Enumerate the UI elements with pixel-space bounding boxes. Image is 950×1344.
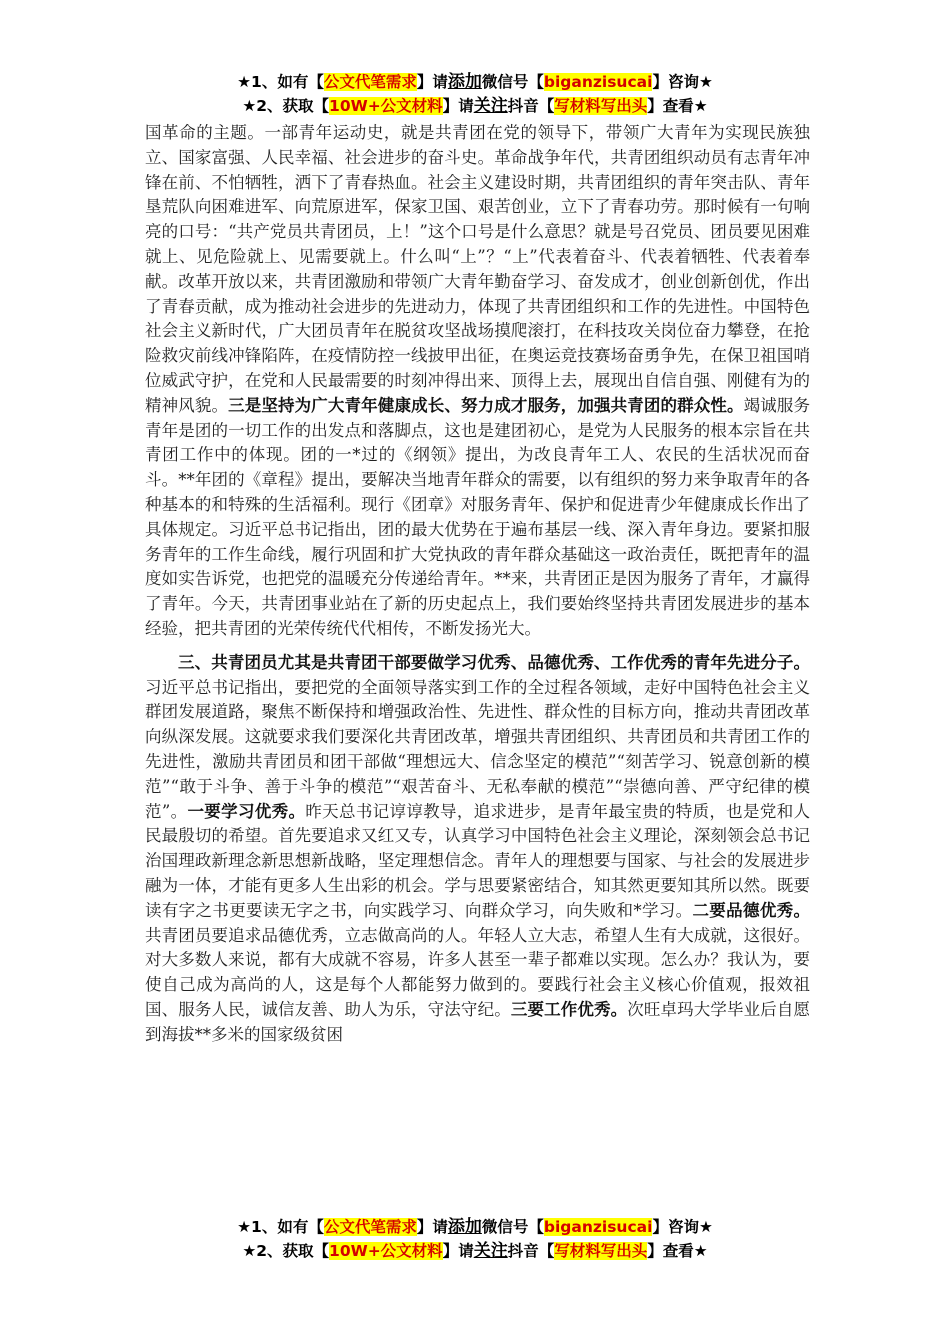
point-3-heading: 三要工作优秀。 [510,999,628,1019]
highlight-text: 10W+公文材料 [329,1242,443,1260]
section-heading-bold: 三是坚持为广大青年健康成长、努力成才服务，加强共青团的群众性。 [228,395,744,415]
highlight-text: 10W+公文材料 [329,97,443,115]
point-1-heading: 一要学习优秀。 [187,801,306,821]
douyin-id: 写材料写出头 [554,1242,648,1260]
highlight-text: 公文代笔需求 [323,1218,417,1236]
promo-line-2: ★2、获取【10W+公文材料】请关注抖音【写材料写出头】查看★ [242,96,708,116]
wechat-id: biganzisucai [543,1218,653,1236]
promo-banner-bottom [145,1215,805,1263]
paragraph-2: 三、共青团员尤其是共青团干部要做学习优秀、品德优秀、工作优秀的青年先进分子。习近平总书记指出，要把党的全面领导落实到工作的全过程各领域，走好中国特色社会主义群团发展道路，聚焦不断保持和增强政治性、先进性、群众性的目标方向，推动共青团改革向纵深发展。这就要求我们要深化共青团改革，增强共青团组织、共青团员和共青团工作的先进性，激励共青团员和团干部做“理想远大、信念坚定的模范”“刻苦学习、锐意创新的模范”“敢于斗争、善于斗争的模范”“艰苦奋斗、无私奉献的模范”“崇德向善、严守纪律的模范”。一要学习优秀。昨天总书记谆谆教导，追求进步，是青年最宝贵的特质，也是党和人民最殷切的希望。首先要追求又红又专，认真学习中国特色社会主义理论，深刻领会总书记治国理政新理念新思想新战略，坚定理想信念。青年人的理想要与国家、与社会的发展进步融为一体，才能有更多人生出彩的机会。学与思要紧密结合，知其然更要知其所以然。既要读有字之书更要读无字之书，向实践学习、向群众学习，向失败和*学习。二要品德优秀。共青团员要追求品德优秀，立志做高尚的人。年轻人立大志，希望人生有大成就，这很好。对大多数人来说，都有大成就不容易，许多人甚至一辈子都难以实现。怎么办？我认为，要使自己成为高尚的人，这是每个人都能努力做到的。要践行社会主义核心价值观，报效祖国、服务人民，诚信友善、助人为乐，守法守纪。三要工作优秀。次旺卓玛大学毕业后自愿到海拔**多米的国家级贫困 [145,652,811,1044]
douyin-id: 写材料写出头 [554,97,648,115]
promo-banner-top [145,70,805,118]
promo-line-1: ★1、如有【公文代笔需求】请添加微信号【biganzisucai】咨询★ [237,72,713,92]
highlight-text: 公文代笔需求 [323,73,417,91]
promo-line-1: ★1、如有【公文代笔需求】请添加微信号【biganzisucai】咨询★ [237,1217,713,1237]
paragraph-1: 国革命的主题。一部青年运动史，就是共青团在党的领导下，带领广大青年为实现民族独立、国家富强、人民幸福、社会进步的奋斗史。革命战争年代，共青团组织动员有志青年冲锋在前、不怕牺牲，洒下了青春热血。社会主义建设时期，共青团组织的青年突击队、青年垦荒队向困难进军、向荒原进军，保家卫国、艰苦创业，立下了青春功劳。那时候有一句响亮的口号：“共产党员共青团员，上！”这个口号是什么意思？就是号召党员、团员要见困难就上、见危险就上、见需要就上。什么叫“上”？“上”代表着奋斗、代表着牺牲、代表着奉献。改革开放以来，共青团激励和带领广大青年勤奋学习、奋发成才，创业创新创优，作出了青春贡献，成为推动社会进步的先进动力，体现了共青团组织和工作的先进性。中国特色社会主义新时代，广大团员青年在脱贫攻坚战场摸爬滚打，在科技攻关岗位奋力攀登，在抢险救灾前线冲锋陷阵，在疫情防控一线披甲出征，在奥运竞技赛场奋勇争先，在保卫祖国哨位威武守护，在党和人民最需要的时刻冲得出来、顶得上去，展现出自信自强、刚健有为的精神风貌。三是坚持为广大青年健康成长、努力成才服务，加强共青团的群众性。竭诚服务青年是团的一切工作的出发点和落脚点，这也是建团初心，是党为人民服务的根本宗旨在共青团工作中的体现。团的一*过的《纲领》提出，为改良青年工人、农民的生活状况而奋斗。**年团的《章程》提出，要解决当地青年群众的需要，以有组织的努力来争取青年的各种基本的和特殊的生活福利。现行《团章》对服务青年、保护和促进青少年健康成长作出了具体规定。习近平总书记指出，团的最大优势在于遍布基层一线、深入青年身边。要紧扣服务青年的工作生命线，履行巩固和扩大党执政的青年群众基础这一政治责任，既把青年的温度如实告诉党，也把党的温暖充分传递给青年。**来，共青团正是因为服务了青年，才赢得了青年。今天，共青团事业站在了新的历史起点上，我们要始终坚持共青团发展进步的基本经验，把共青团的光荣传统代代相传，不断发扬光大。 [145,123,811,638]
wechat-id: biganzisucai [543,73,653,91]
point-2-heading: 二要品德优秀。 [692,900,811,920]
promo-line-2: ★2、获取【10W+公文材料】请关注抖音【写材料写出头】查看★ [242,1241,708,1261]
section-heading-3: 三、共青团员尤其是共青团干部要做学习优秀、品德优秀、工作优秀的青年先进分子。 [178,652,810,672]
document-body [145,121,810,1047]
